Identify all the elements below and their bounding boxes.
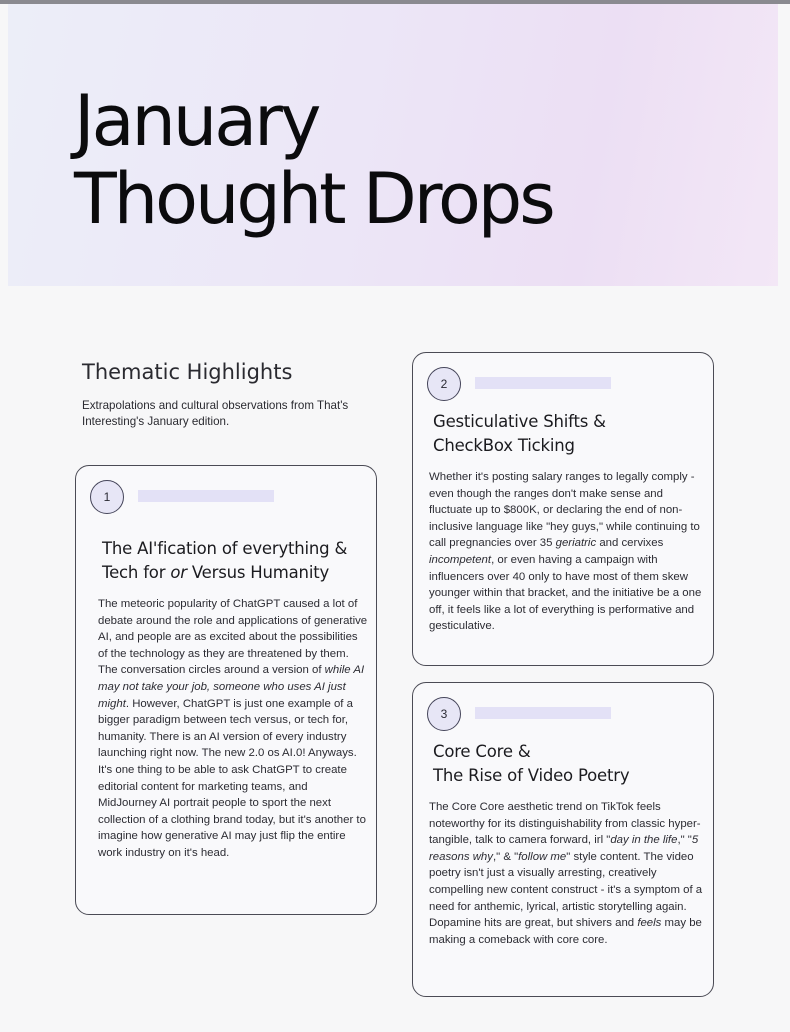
body-text: , or even having a campaign with influencers over 40 only to have most of them skew younger within that bracket, and the initiative be a one off, it feels like a lot of everything is performative and gesticulative. <box>429 553 702 633</box>
card-number-badge: 3 <box>427 697 461 731</box>
body-text: The meteoric popularity of ChatGPT caused a lot of debate around the role and applications of generative AI, and people are as excited about the possibilities of the technology as they are threatened by them. The conversation circles around a version of <box>98 598 368 677</box>
card-title-line-2: CheckBox Ticking <box>433 436 575 455</box>
card-title-line-1: Core Core & <box>433 742 531 761</box>
page-title <box>74 82 553 238</box>
section-heading: Thematic Highlights <box>82 360 293 384</box>
card-title <box>433 410 606 458</box>
body-emphasis: incompetent <box>429 553 492 566</box>
card-title-emphasis: or <box>170 563 187 582</box>
card-title <box>433 740 629 788</box>
card-title-line-2: The Rise of Video Poetry <box>433 766 630 785</box>
highlight-card-3 <box>412 682 714 997</box>
body-text: " style content. The video poetry isn't just a visually arresting, creatively compelling new content construct - it's a symptom of a need for anthemic, lyrical, artistic storytelling again. Dopamine hits are great, but shivers and <box>429 850 703 930</box>
body-emphasis: 5 reasons why <box>429 834 699 863</box>
card-body <box>429 469 703 635</box>
card-title-part: Tech for <box>102 563 171 582</box>
body-emphasis: follow me <box>518 850 567 863</box>
decorative-bar <box>138 490 274 502</box>
decorative-bar <box>475 707 611 719</box>
body-emphasis: feels <box>637 917 662 930</box>
page-title-line-2: Thought Drops <box>74 158 553 240</box>
decorative-bar <box>475 377 611 389</box>
card-body <box>429 799 703 948</box>
body-emphasis: day in the life <box>610 834 678 847</box>
card-title-line-1: The AI'fication of everything & <box>102 539 348 558</box>
body-text: The Core Core aesthetic trend on TikTok feels noteworthy for its distinguishability from classic hyper-tangible, talk to camera forward, irl " <box>429 801 701 847</box>
card-number-badge: 1 <box>90 480 124 514</box>
body-text: . However, ChatGPT is just one example of a bigger paradigm between tech versus, or tech for, humanity. There is an AI version of every industry launching right now. The new 2.0 os AI.0! Anyways. It's one thing to be able to ask ChatGPT to create editorial content for marketing teams, and MidJourney AI portrait people to sport the next collection of a clothing brand today, but it's another to imagine how generative AI may just flip the entire work industry on it's head. <box>98 697 366 859</box>
page-title-line-1: January <box>74 80 319 162</box>
body-text: and cervixes <box>596 537 664 550</box>
card-body <box>98 596 368 862</box>
card-title <box>102 537 347 585</box>
section-description: Extrapolations and cultural observations from That's Interesting's January edition. <box>82 399 349 428</box>
body-text: ," " <box>677 834 692 847</box>
body-emphasis: geriatric <box>555 537 597 550</box>
body-text: ," & " <box>492 850 519 863</box>
card-title-line-2 <box>102 561 347 585</box>
hero-banner <box>8 4 778 286</box>
body-text: may be making a comeback with core core. <box>429 917 702 946</box>
card-title-part: Versus Humanity <box>186 563 330 582</box>
card-number-badge: 2 <box>427 367 461 401</box>
body-text: Whether it's posting salary ranges to legally comply - even though the ranges don't make sense and fluctuate up to $800K, or declaring the end of non-inclusive language like "hey guys," while continuing to call pregnancies over 35 <box>429 471 700 550</box>
highlight-card-2 <box>412 352 714 666</box>
card-title-line-1: Gesticulative Shifts & <box>433 412 606 431</box>
highlight-card-1 <box>75 465 377 915</box>
body-emphasis: while AI may not take your job, someone who uses AI just might <box>98 664 365 710</box>
